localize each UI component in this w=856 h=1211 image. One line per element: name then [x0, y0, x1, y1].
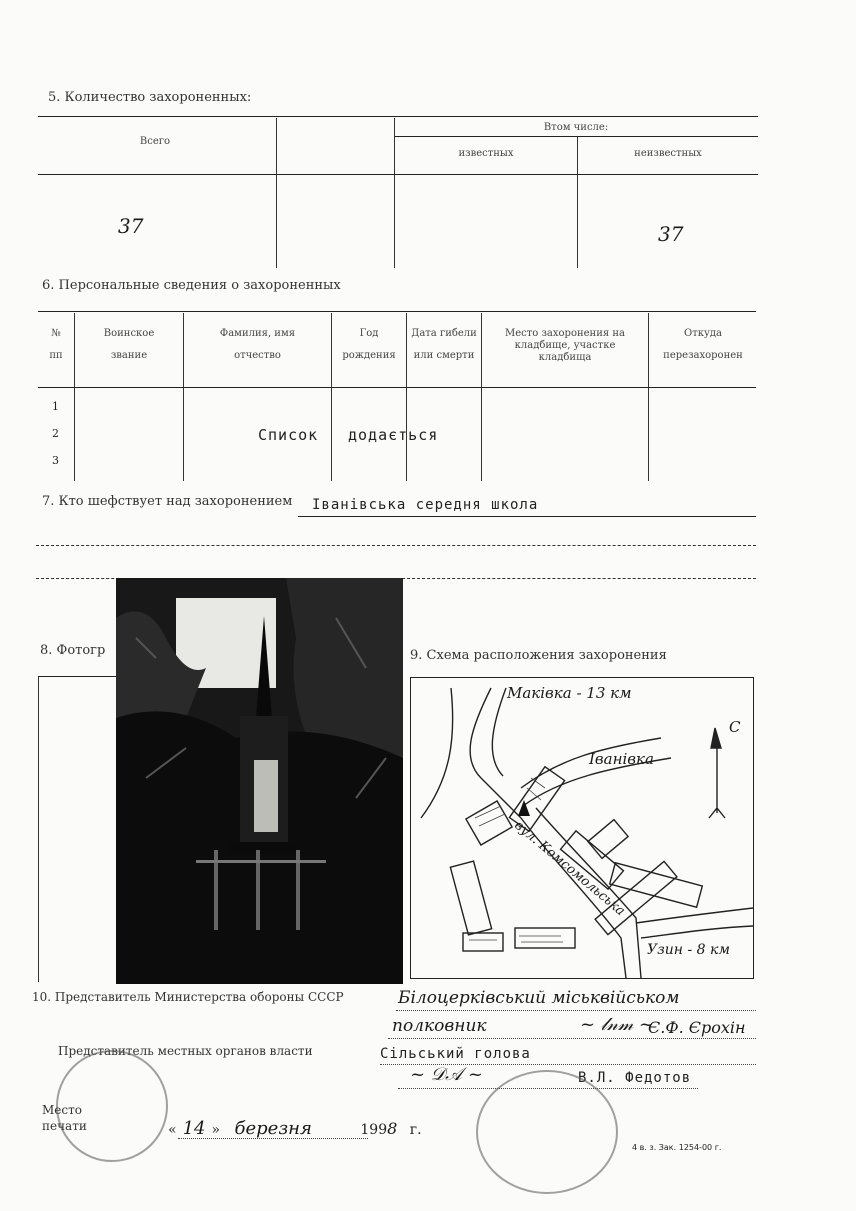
row-number-2: 2	[52, 427, 59, 440]
date-year: 199	[360, 1122, 388, 1138]
location-scheme-map	[410, 677, 754, 979]
date-line: « 14 » березня 1998 г.	[168, 1118, 422, 1139]
date-day: 14	[182, 1118, 206, 1139]
officer-signature: ~ 𝓁𝓃𝓂 ~	[580, 1014, 654, 1035]
table5-mid	[394, 136, 758, 137]
map-label-street: вул. Комсомольська	[511, 818, 628, 920]
table6-v2	[183, 313, 184, 481]
photo-frame-top	[38, 676, 118, 677]
printer-mark: 4 в. з. Зак. 1254-00 г.	[632, 1143, 722, 1152]
list-attached-word1: Список	[258, 426, 319, 444]
header-name: Фамилия, имя отчество	[219, 328, 296, 361]
seal-place-line1: Место	[42, 1103, 82, 1117]
section10-title: 10. Представитель Министерства обороны СССР	[32, 990, 344, 1004]
table5-vline1	[276, 118, 277, 268]
officer-name: Є.Ф. Єрохін	[648, 1018, 746, 1037]
military-office: Білоцерківський міськвійськом	[398, 988, 680, 1008]
date-underline	[178, 1138, 368, 1139]
table6-v3	[331, 313, 332, 481]
row-number-3: 3	[52, 454, 59, 467]
table5-vline2	[394, 118, 395, 268]
total-value: 37	[118, 214, 144, 238]
table6-v6	[648, 313, 649, 481]
table5-header-bottom	[38, 174, 758, 175]
section7-line	[298, 516, 756, 517]
header-reburied-from: Откуда перезахоронен	[663, 328, 743, 361]
date-month: березня	[234, 1118, 312, 1139]
local-rep-title: Представитель местных органов власти	[58, 1044, 313, 1058]
blank-line-1	[36, 545, 756, 546]
officer-rank: полковник	[392, 1016, 487, 1036]
section9-title: 9. Схема расположения захоронения	[410, 648, 667, 663]
table5-top	[38, 116, 758, 117]
seal-place-line2: печати	[42, 1119, 87, 1133]
table6-v1	[74, 313, 75, 481]
header-birth-year: Год рождения	[342, 328, 396, 361]
photo-frame-left	[38, 676, 39, 982]
header-number: № пп	[49, 328, 63, 361]
header-death-date: Дата гибели или смерти	[411, 328, 477, 361]
list-attached-word2: додається	[348, 426, 439, 444]
map-label-ivanivka: Іванівка	[589, 750, 654, 768]
col-known-header: известных	[458, 148, 514, 159]
map-label-makivka: Маківка - 13 км	[507, 684, 632, 702]
row-number-1: 1	[52, 400, 59, 413]
col-unknown-header: неизвестных	[634, 148, 702, 159]
table6-top	[38, 311, 756, 312]
local-rep-signature: ~ 𝒟𝒜 ~	[410, 1064, 483, 1085]
header-rank: Воинское звание	[103, 328, 155, 361]
monument-photo	[116, 578, 403, 984]
caretaker-value: Іванівська середня школа	[312, 497, 539, 513]
section5-title: 5. Количество захороненных:	[48, 90, 252, 105]
section7-title: 7. Кто шефствует над захоронением	[42, 494, 293, 509]
local-rep-position: Сільський голова	[380, 1046, 531, 1062]
header-burial-place: Место захоронения на кладбище, участке кладбища	[504, 328, 625, 363]
table5-vline3	[577, 136, 578, 268]
map-north-label: С	[729, 718, 741, 736]
section10-line1	[396, 1010, 756, 1011]
local-rep-name: В.Л. Федотов	[578, 1070, 692, 1086]
section6-title: 6. Персональные сведения о захороненных	[42, 278, 341, 293]
section8-title: 8. Фотогр	[40, 643, 106, 658]
table6-v5	[481, 313, 482, 481]
date-year-hand: 8	[387, 1119, 398, 1138]
col-total-header: Всего	[139, 136, 171, 147]
official-seal-right	[476, 1070, 618, 1194]
map-label-uzyn: Узин - 8 км	[647, 942, 730, 958]
section10-line2	[388, 1038, 756, 1039]
date-suffix: г.	[409, 1122, 422, 1138]
col-incl-header: Втом числе:	[543, 122, 609, 133]
unknown-value: 37	[658, 222, 684, 246]
